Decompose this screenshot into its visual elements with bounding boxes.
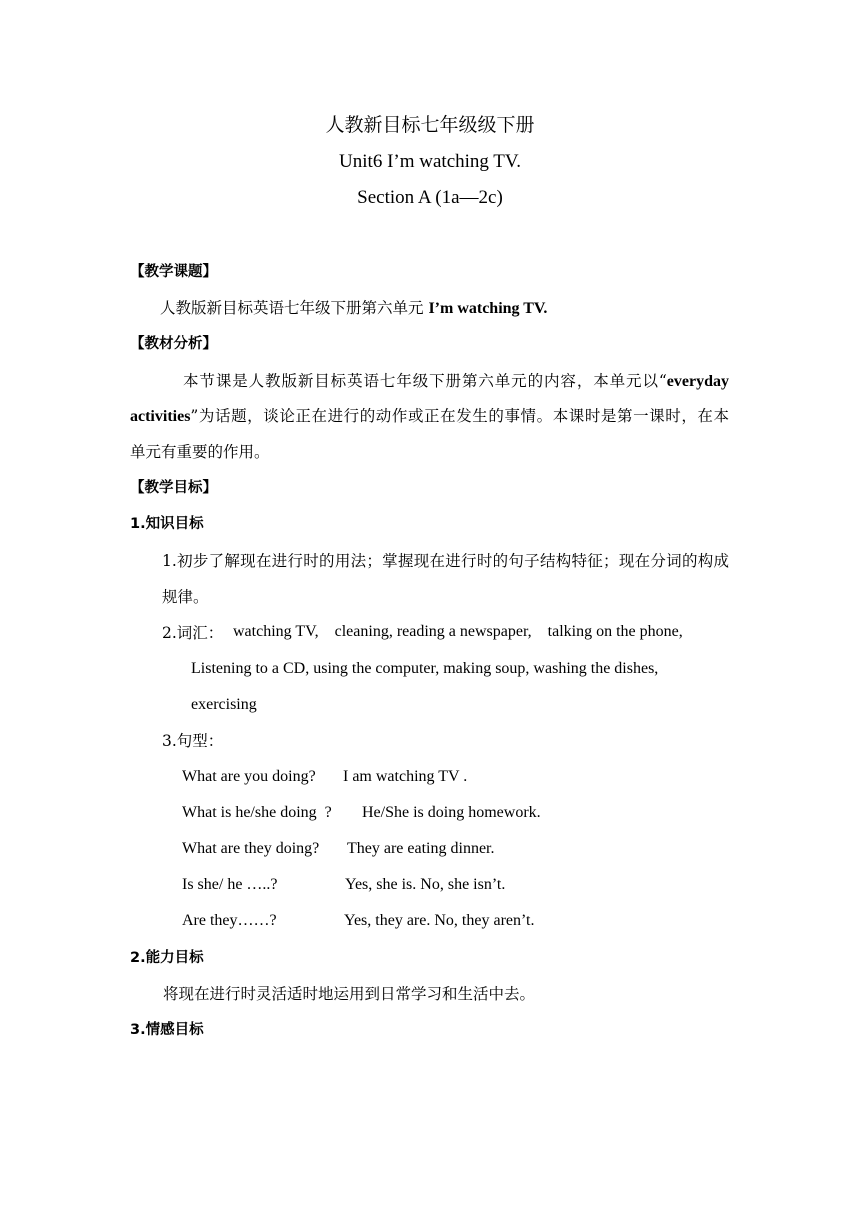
- sentence-answer: Yes, she is. No, she isn’t.: [345, 876, 506, 893]
- topic-text: [160, 298, 547, 319]
- topic-text-prefix: 人教版新目标英语七年级下册第六单元: [160, 299, 429, 317]
- heading-analysis: 【教材分析】: [130, 336, 217, 352]
- knowledge-item-1-line-2: 规律。: [162, 588, 209, 606]
- analysis-bold-activities: activities: [130, 408, 191, 425]
- sentence-question: Is she/ he …..?: [182, 876, 278, 893]
- knowledge-item-1-line-1: 1.初步了解现在进行时的用法；掌握现在进行时的句子结构特征；现在分词的构成: [162, 552, 729, 570]
- sentence-answer: They are eating dinner.: [347, 840, 495, 857]
- sentence-question: What are you doing?: [182, 768, 316, 785]
- doc-title-cn: 人教新目标七年级级下册: [325, 115, 535, 136]
- heading-topic: 【教学课题】: [130, 264, 217, 280]
- vocabulary-label: 2.词汇：: [162, 624, 224, 642]
- heading-emotion-goals: 3.情感目标: [130, 1022, 204, 1038]
- vocabulary-line-3: exercising: [191, 696, 257, 713]
- sentence-answer: He/She is doing homework.: [362, 804, 541, 821]
- analysis-line-1-text: 本节课是人教版新目标英语七年级下册第六单元的内容，本单元以“: [183, 372, 667, 390]
- doc-title-unit: Unit6 I’m watching TV.: [339, 151, 521, 172]
- sentence-question: What are they doing?: [182, 840, 320, 857]
- analysis-bold-everyday: everyday: [666, 373, 729, 390]
- analysis-line-2: [130, 406, 729, 427]
- analysis-line-2-text: ”为话题，谈论正在进行的动作或正在发生的事情。本课时是第一课时，在本: [190, 407, 729, 425]
- doc-title-section: Section A (1a—2c): [357, 187, 503, 208]
- vocabulary-line-1: watching TV, cleaning, reading a newspaper, talking on the phone,: [233, 623, 683, 640]
- sentence-answer: I am watching TV .: [343, 768, 468, 785]
- heading-knowledge-goals: 1.知识目标: [130, 516, 204, 532]
- sentence-answer: Yes, they are. No, they aren’t.: [344, 912, 535, 929]
- sentence-question: Are they……?: [182, 912, 277, 929]
- ability-text: 将现在进行时灵活适时地运用到日常学习和生活中去。: [163, 985, 536, 1003]
- sentence-pattern-label: 3.句型：: [162, 732, 224, 750]
- vocabulary-line-2: Listening to a CD, using the computer, making soup, washing the dishes,: [191, 660, 659, 677]
- sentence-question: What is he/she doing ?: [182, 804, 332, 821]
- heading-goals: 【教学目标】: [130, 480, 217, 496]
- analysis-line-1: [183, 371, 729, 392]
- heading-ability-goals: 2.能力目标: [130, 950, 204, 966]
- analysis-line-3: 单元有重要的作用。: [130, 443, 270, 461]
- topic-text-bold: I’m watching TV.: [428, 300, 548, 317]
